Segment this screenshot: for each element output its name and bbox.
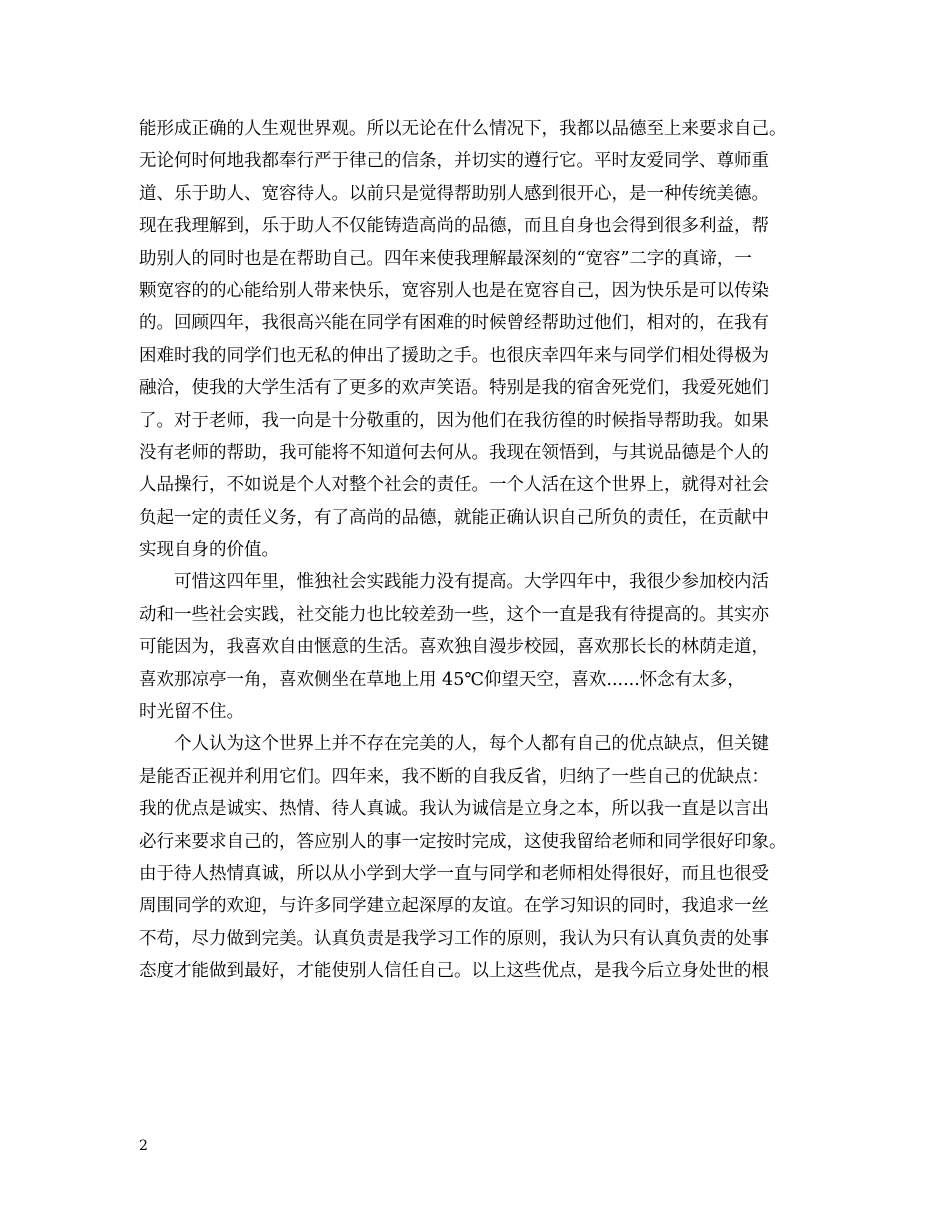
text-line: 可惜这四年里，惟独社会实践能力没有提高。大学四年中，我很少参加校内活: [174, 572, 769, 593]
text-line: 可能因为，我喜欢自由惬意的生活。喜欢独自漫步校园，喜欢那长长的林荫走道，: [139, 637, 769, 658]
text-line: 动和一些社会实践，社交能力也比较差劲一些，这个一直是我有待提高的。其实亦: [139, 604, 769, 625]
text-line: 的。回顾四年，我很高兴能在同学有困难的时候曾经帮助过他们，相对的，在我有: [139, 313, 769, 334]
text-line: 我的优点是诚实、热情、待人真诚。我认为诚信是立身之本，所以我一直是以言出: [139, 799, 769, 820]
text-line: 时光留不住。: [139, 702, 244, 723]
text-line: 喜欢那凉亭一角，喜欢侧坐在草地上用 45℃仰望天空，喜欢......怀念有太多，: [139, 669, 745, 690]
text-line: 是能否正视并利用它们。四年来，我不断的自我反省，归纳了一些自己的优缺点：: [139, 766, 769, 787]
text-line: 助别人的同时也是在帮助自己。四年来使我理解最深刻的“宽容”二字的真谛，一: [139, 248, 752, 269]
body-text: [139, 113, 829, 988]
text-line: 无论何时何地我都奉行严于律己的信条，并切实的遵行它。平时友爱同学、尊师重: [139, 151, 769, 172]
text-line: 了。对于老师，我一向是十分敬重的，因为他们在我彷徨的时候指导帮助我。如果: [139, 410, 769, 431]
text-line: 困难时我的同学们也无私的伸出了援助之手。也很庆幸四年来与同学们相处得极为: [139, 345, 769, 366]
text-line: 实现自身的价值。: [139, 540, 279, 561]
text-line: 颗宽容的的心能给别人带来快乐，宽容别人也是在宽容自己，因为快乐是可以传染: [139, 280, 769, 301]
text-line: 由于待人热情真诚，所以从小学到大学一直与同学和老师相处得很好，而且也很受: [139, 863, 769, 884]
text-line: 个人认为这个世界上并不存在完美的人，每个人都有自己的优点缺点，但关键: [174, 734, 769, 755]
text-line: 周围同学的欢迎，与许多同学建立起深厚的友谊。在学习知识的同时，我追求一丝: [139, 896, 769, 917]
page-number: 2: [139, 1138, 148, 1154]
text-line: 不苟，尽力做到完美。认真负责是我学习工作的原则，我认为只有认真负责的处事: [139, 928, 769, 949]
text-line: 道、乐于助人、宽容待人。以前只是觉得帮助别人感到很开心，是一种传统美德。: [139, 183, 769, 204]
text-line: 必行来要求自己的，答应别人的事一定按时完成，这使我留给老师和同学很好印象。: [139, 831, 787, 852]
text-line: 负起一定的责任义务，有了高尚的品德，就能正确认识自己所负的责任，在贡献中: [139, 507, 769, 528]
text-line: 人品操行，不如说是个人对整个社会的责任。一个人活在这个世界上，就得对社会: [139, 475, 769, 496]
text-line: 融洽，使我的大学生活有了更多的欢声笑语。特别是我的宿舍死党们，我爱死她们: [139, 378, 769, 399]
text-line: 能形成正确的人生观世界观。所以无论在什么情况下，我都以品德至上来要求自己。: [139, 119, 787, 139]
text-line: 态度才能做到最好，才能使别人信任自己。以上这些优点，是我今后立身处世的根: [139, 961, 769, 982]
text-line: 现在我理解到，乐于助人不仅能铸造高尚的品德，而且自身也会得到很多利益，帮: [139, 216, 769, 237]
text-line: 没有老师的帮助，我可能将不知道何去何从。我现在领悟到，与其说品德是个人的: [139, 442, 769, 463]
